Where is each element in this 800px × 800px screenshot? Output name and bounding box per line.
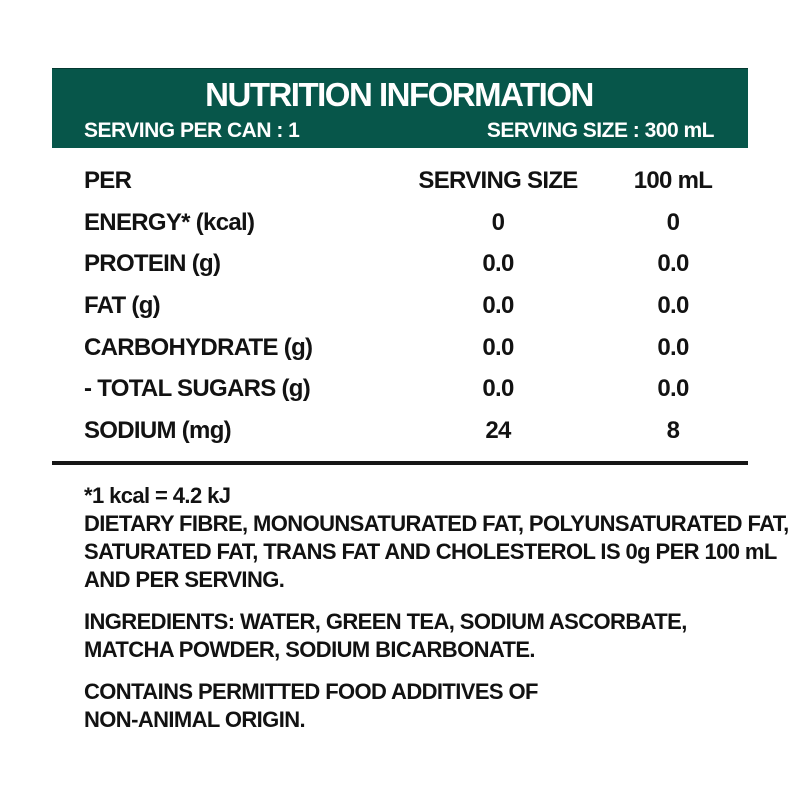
- page-title: NUTRITION INFORMATION: [205, 75, 593, 114]
- serving-size-label: SERVING SIZE : 300 mL: [486, 119, 714, 142]
- row-protein-serving: 0.0: [482, 250, 514, 278]
- column-header-per: PER: [84, 166, 132, 194]
- zero-note-line-2: SATURATED FAT, TRANS FAT AND CHOLESTEROL IS 0g PER 100 mL: [84, 539, 777, 564]
- ingredients-line-2: MATCHA POWDER, SODIUM BICARBONATE.: [84, 637, 535, 662]
- row-carbohydrate-serving: 0.0: [482, 333, 514, 361]
- banner: [52, 68, 748, 148]
- zero-note-line-3: AND PER SERVING.: [84, 567, 285, 592]
- row-sodium-label: SODIUM (mg): [84, 416, 231, 444]
- row-carbohydrate-label: CARBOHYDRATE (g): [84, 333, 313, 361]
- serving-per-can-label: SERVING PER CAN : 1: [84, 119, 300, 142]
- row-total-sugars-serving: 0.0: [482, 375, 514, 403]
- row-fat-label: FAT (g): [84, 291, 160, 319]
- kcal-conversion-note: [84, 482, 789, 594]
- additives-line-2: NON-ANIMAL ORIGIN.: [84, 707, 306, 732]
- row-total-sugars-100ml: 0.0: [657, 375, 689, 403]
- row-sodium-100ml: 8: [666, 416, 680, 444]
- nutrition-table: [84, 160, 748, 452]
- kcal-note-line: *1 kcal = 4.2 kJ: [84, 483, 231, 508]
- column-header-100ml: 100 mL: [633, 166, 713, 194]
- additives-line-1: CONTAINS PERMITTED FOOD ADDITIVES OF: [84, 679, 538, 704]
- row-protein-label: PROTEIN (g): [84, 250, 221, 278]
- ingredients-note: [84, 608, 734, 664]
- row-sodium-serving: 24: [485, 416, 511, 444]
- row-energy-100ml: 0: [666, 208, 680, 236]
- row-total-sugars-label: - TOTAL SUGARS (g): [84, 375, 311, 403]
- row-protein-100ml: 0.0: [657, 250, 689, 278]
- row-carbohydrate-100ml: 0.0: [657, 333, 689, 361]
- footnotes: [84, 482, 789, 748]
- ingredients-line-1: INGREDIENTS: WATER, GREEN TEA, SODIUM ASCORBATE,: [84, 609, 687, 634]
- column-header-serving-size: SERVING SIZE: [418, 166, 578, 194]
- additives-note: [84, 678, 734, 734]
- row-energy-serving: 0: [491, 208, 505, 236]
- row-fat-100ml: 0.0: [657, 291, 689, 319]
- zero-note-line-1: DIETARY FIBRE, MONOUNSATURATED FAT, POLYUNSATURATED FAT,: [84, 511, 789, 536]
- serving-info-row: [84, 119, 714, 143]
- row-energy-label: ENERGY* (kcal): [84, 208, 255, 236]
- row-fat-serving: 0.0: [482, 291, 514, 319]
- divider-rule: [52, 461, 748, 465]
